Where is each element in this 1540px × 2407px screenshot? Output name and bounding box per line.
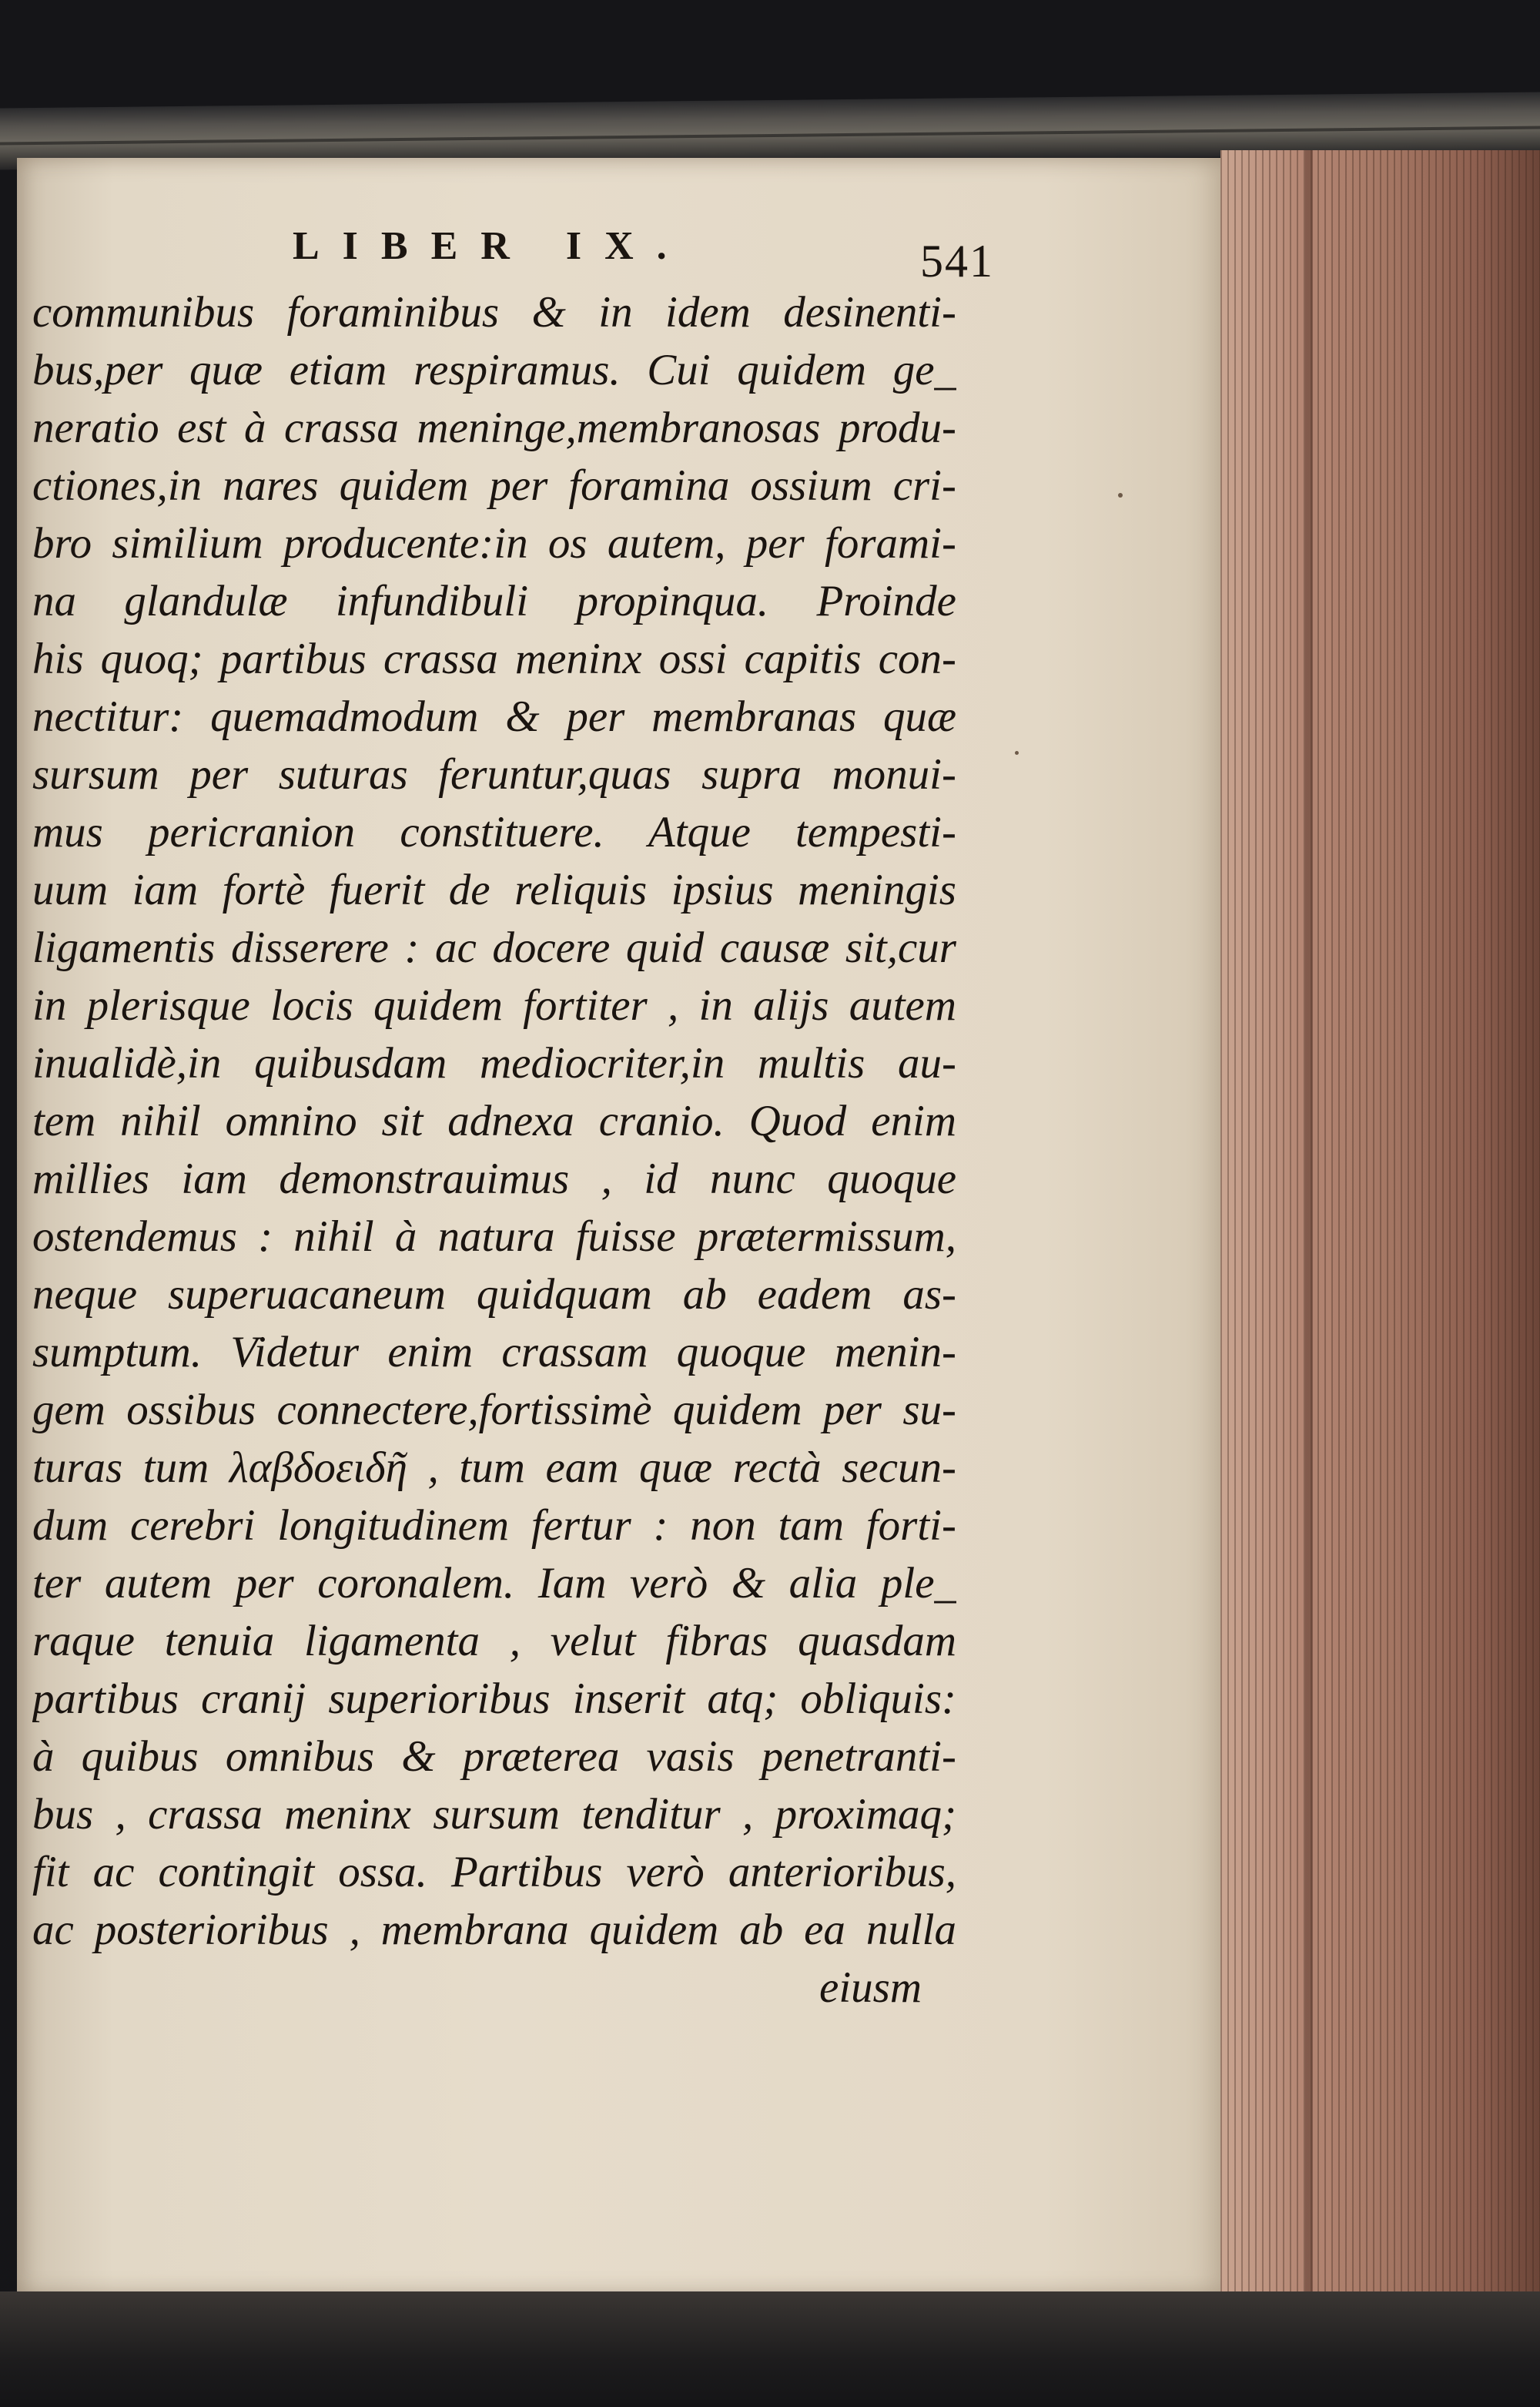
text-line: partibus cranij superioribus inserit atq; obliquis:	[32, 1675, 956, 1723]
text-line: turas tum λαβδοειδῆ , tum eam quæ rectà secun-	[32, 1443, 956, 1492]
text-line: neratio est à crassa meninge,membranosas produ-	[32, 404, 956, 452]
text-line: à quibus omnibus & præterea vasis penetranti-	[32, 1732, 956, 1781]
paper-speck	[1015, 751, 1019, 755]
text-line: sumptum. Videtur enim crassam quoque menin-	[32, 1328, 956, 1376]
text-line: fit ac contingit ossa. Partibus verò anterioribus,	[32, 1848, 956, 1896]
bottom-shadow	[0, 2291, 1540, 2407]
text-line: na glandulæ infundibuli propinqua. Proinde	[32, 577, 956, 625]
text-line: raque tenuia ligamenta , velut fibras quasdam	[32, 1617, 956, 1665]
text-line: gem ossibus connectere,fortissimè quidem per su-	[32, 1386, 956, 1434]
page-number: 541	[920, 236, 994, 287]
text-line: bus , crassa meninx sursum tenditur , proximaq;	[32, 1790, 956, 1839]
text-line: uum iam fortè fuerit de reliquis ipsius meningis	[32, 866, 956, 914]
text-line: ctiones,in nares quidem per foramina ossium cri-	[32, 461, 956, 510]
text-line: bro similium producente:in os autem, per forami-	[32, 519, 956, 568]
text-line: ligamentis disserere : ac docere quid causæ sit,cur	[32, 924, 956, 972]
text-line: ac posterioribus , membrana quidem ab ea nulla	[32, 1906, 956, 1954]
text-line: tem nihil omnino sit adnexa cranio. Quod enim	[32, 1097, 956, 1145]
text-line: mus pericranion constituere. Atque tempesti-	[32, 808, 956, 857]
text-line: millies iam demonstrauimus , id nunc quoque	[32, 1155, 956, 1203]
page-fore-edge	[1220, 150, 1540, 2299]
text-line: communibus foraminibus & in idem desinenti-	[32, 288, 956, 337]
text-line: sursum per suturas feruntur,quas supra monui-	[32, 750, 956, 799]
catchword: eiusm	[819, 1963, 922, 2012]
text-line: ostendemus : nihil à natura fuisse prætermissum,	[32, 1212, 956, 1261]
text-line: nectitur: quemadmodum & per membranas quæ	[32, 692, 956, 741]
text-line: ter autem per coronalem. Iam verò & alia ple_	[32, 1559, 956, 1607]
text-line: inualidè,in quibusdam mediocriter,in multis au-	[32, 1039, 956, 1088]
text-line: dum cerebri longitudinem fertur : non tam forti-	[32, 1501, 956, 1550]
body-text	[32, 283, 956, 2016]
paper-speck	[1118, 493, 1123, 498]
running-head: LIBER IX.	[293, 224, 690, 268]
text-line: neque superuacaneum quidquam ab eadem as-	[32, 1270, 956, 1319]
text-line: in plerisque locis quidem fortiter , in alijs autem	[32, 981, 956, 1030]
text-line: bus,per quæ etiam respiramus. Cui quidem ge_	[32, 346, 956, 394]
text-line: his quoq; partibus crassa meninx ossi capitis con-	[32, 635, 956, 683]
